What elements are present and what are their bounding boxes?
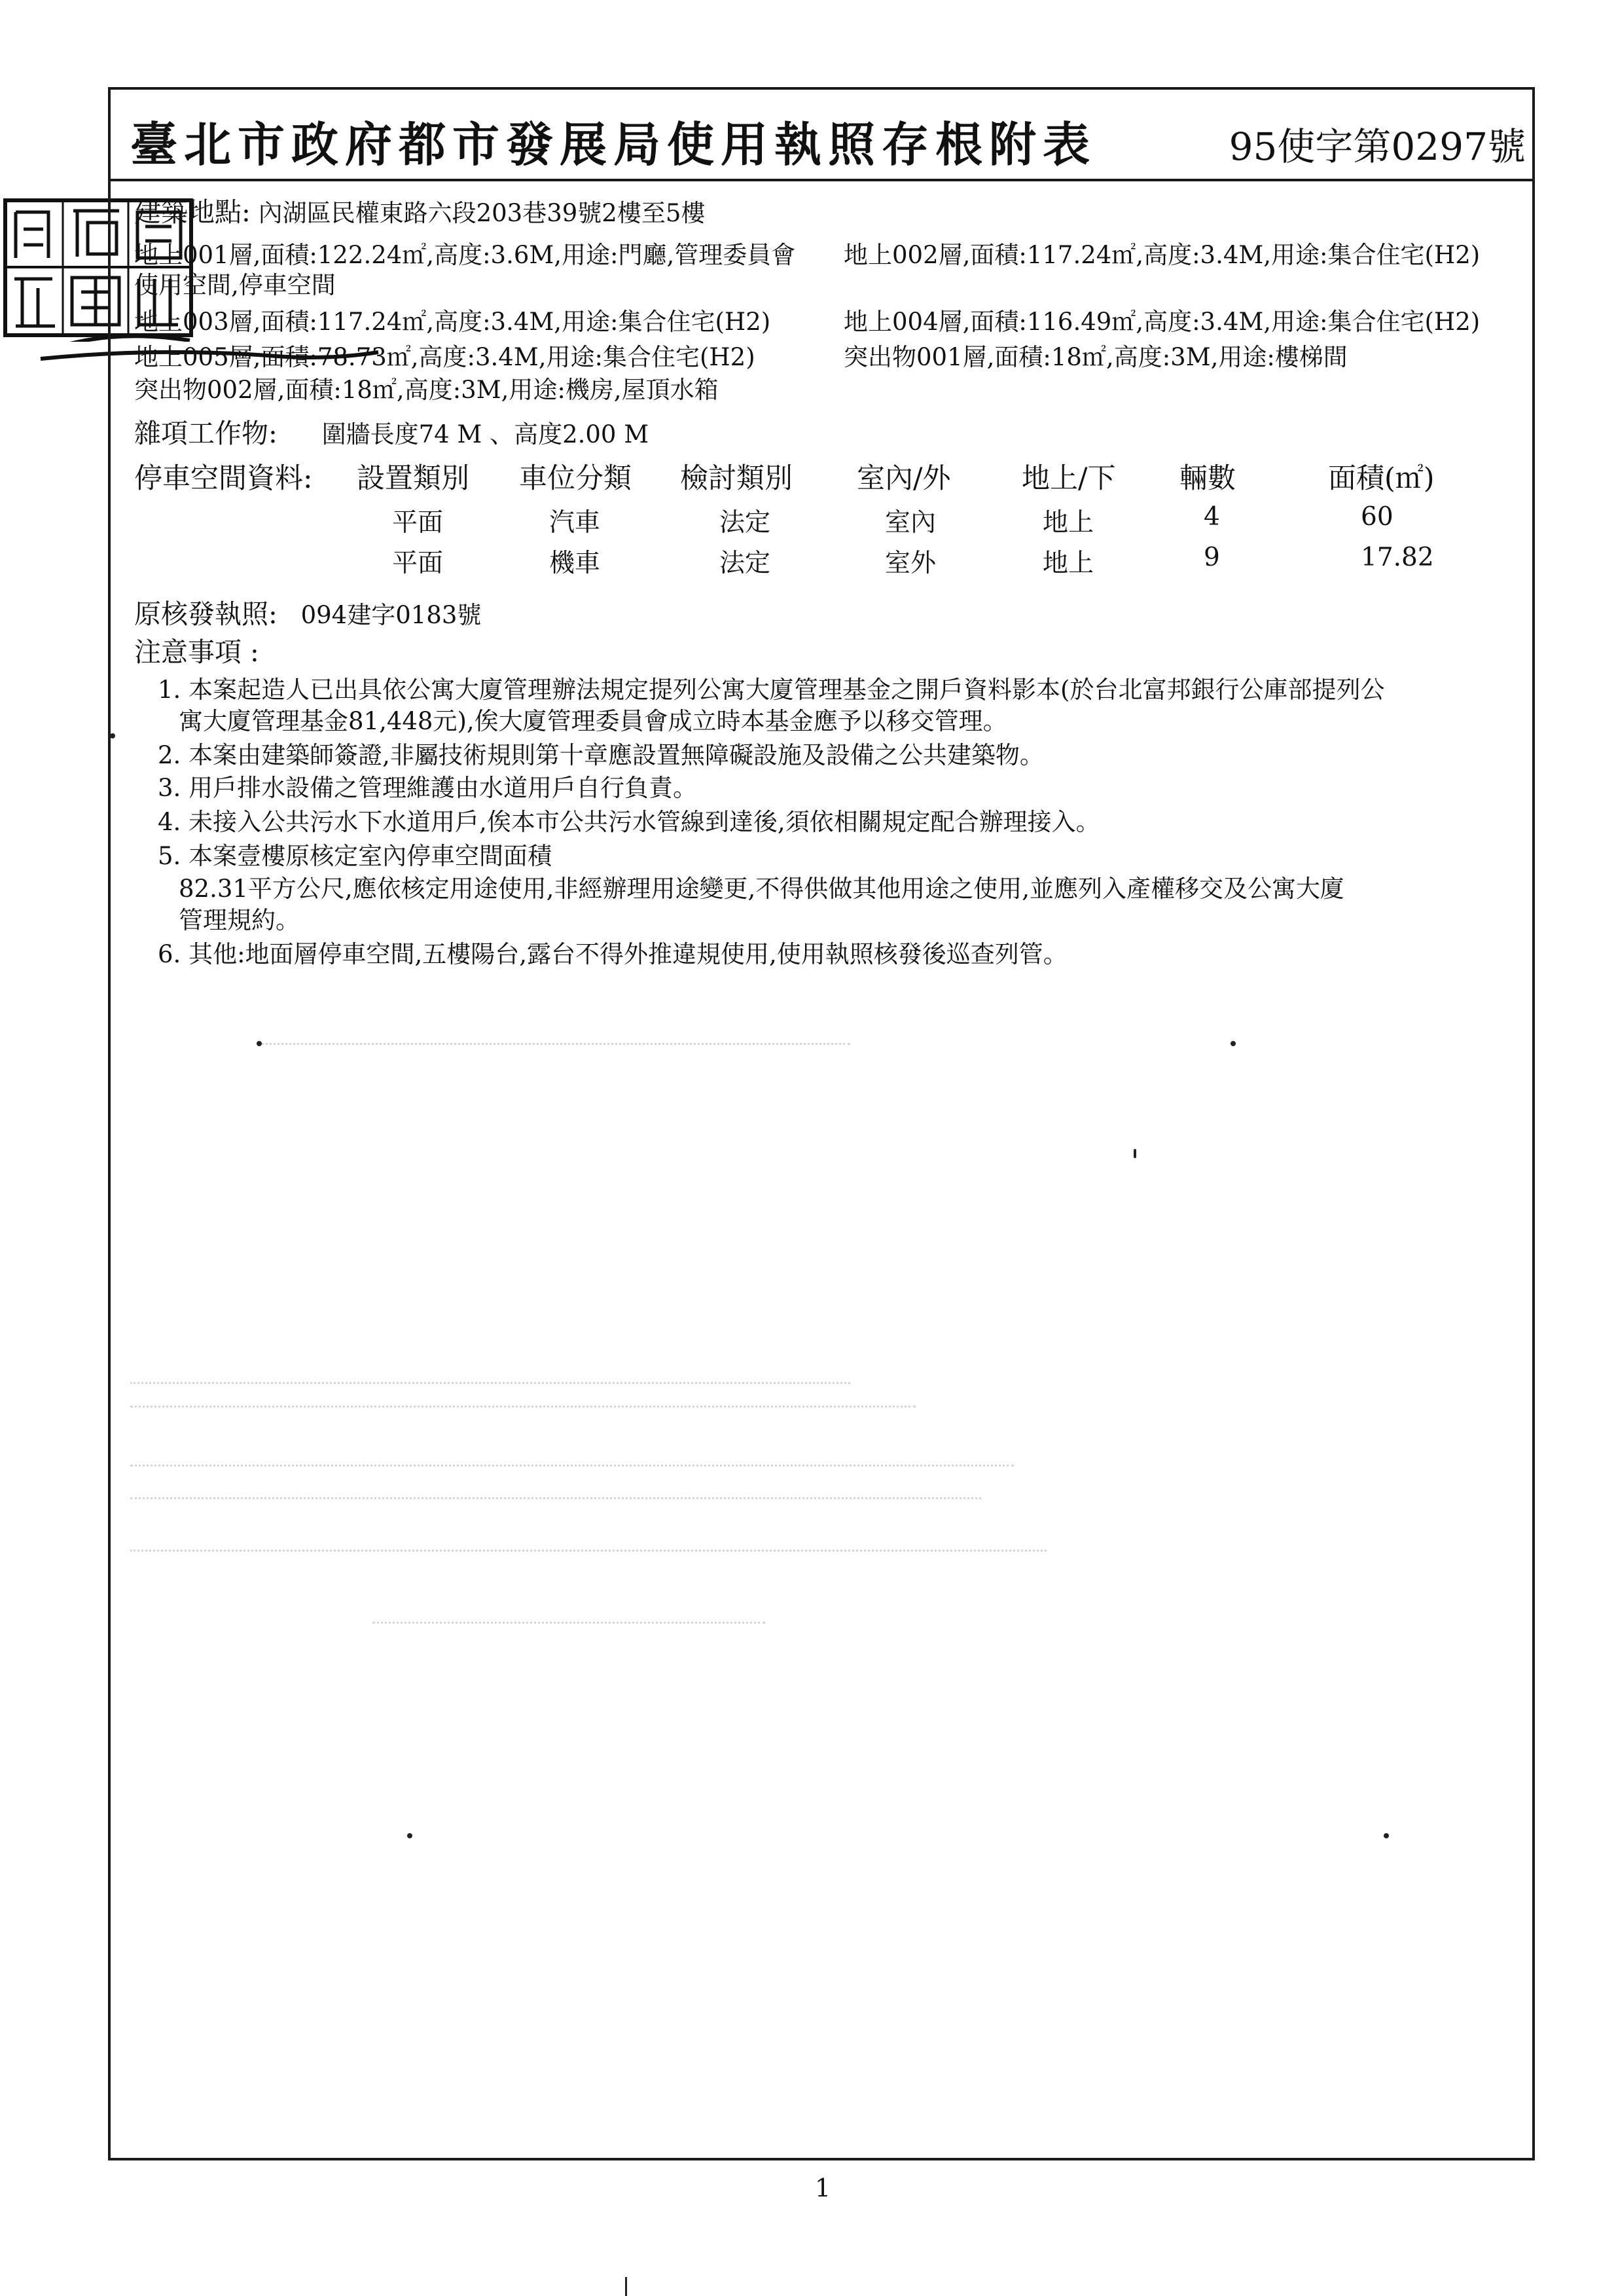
original-license-label: 原核發執照:: [134, 598, 278, 630]
misc-works-value: 圍牆長度74 M 、高度2.00 M: [321, 420, 649, 448]
scan-dot: [1384, 1833, 1389, 1838]
note-4: 4. 未接入公共污水下水道用戶,俟本市公共污水管線到達後,須依相關規定配合辦理接入。: [158, 808, 1100, 836]
projection-002: 突出物002層,面積:18㎡,高度:3M,用途:機房,屋頂水箱: [134, 376, 719, 404]
floor-001-line2: 使用空間,停車空間: [134, 271, 336, 299]
document-frame: [108, 87, 1535, 2160]
parking-header-cell: 車位分類: [519, 462, 632, 495]
parking-header-cell: 室內/外: [857, 462, 951, 495]
note-2: 2. 本案由建築師簽證,非屬技術規則第十章應設置無障礙設施及設備之公共建築物。: [158, 741, 1044, 769]
scan-noise: [130, 1382, 850, 1386]
misc-works-line: [134, 412, 649, 450]
scan-noise: [372, 1622, 765, 1626]
parking-cell: 室內: [885, 508, 937, 538]
scan-dot: [1231, 1041, 1236, 1046]
parking-header-cell: 設置類別: [357, 462, 469, 495]
parking-header-cell: 地上/下: [1022, 462, 1116, 495]
parking-header-cell: 輛數: [1179, 462, 1236, 495]
scan-dot: [257, 1041, 262, 1046]
scan-tick: [625, 2277, 627, 2296]
document-title: 臺北市政府都市發展局使用執照存根附表: [130, 117, 1097, 172]
parking-cell: 機車: [549, 549, 601, 578]
parking-cell: 平面: [392, 508, 444, 538]
floor-003: 地上003層,面積:117.24㎡,高度:3.4M,用途:集合住宅(H2): [134, 308, 771, 336]
note-3: 3. 用戶排水設備之管理維護由水道用戶自行負責。: [158, 774, 698, 802]
note-1-line1: 1. 本案起造人已出具依公寓大廈管理辦法規定提列公寓大廈管理基金之開戶資料影本(於台北富邦銀行公庫部提列公: [158, 676, 1385, 704]
floor-004: 地上004層,面積:116.49㎡,高度:3.4M,用途:集合住宅(H2): [844, 308, 1481, 336]
note-1-line2: 寓大廈管理基金81,448元),俟大廈管理委員會成立時本基金應予以移交管理。: [179, 707, 1007, 735]
note-5-line2: 82.31平方公尺,應依核定用途使用,非經辦理用途變更,不得供做其他用途之使用,並應列入產權移交及公寓大廈: [179, 875, 1344, 903]
parking-cell: 地上: [1043, 508, 1094, 538]
permit-number: 95使字第0297號: [1229, 124, 1526, 169]
parking-cell: 4: [1204, 502, 1220, 532]
title-row: [111, 90, 1532, 181]
scan-noise: [130, 1465, 1014, 1468]
note-5-line1: 5. 本案壹樓原核定室內停車空間面積: [158, 842, 552, 870]
parking-header-cell: 面積(㎡): [1328, 462, 1435, 495]
scan-dot: [1134, 1149, 1136, 1158]
misc-works-label: 雜項工作物:: [134, 418, 278, 449]
parking-label: 停車空間資料:: [134, 462, 313, 495]
projection-001: 突出物001層,面積:18㎡,高度:3M,用途:樓梯間: [844, 343, 1348, 371]
original-license-line: [134, 592, 481, 631]
scan-noise: [261, 1043, 850, 1047]
page-number: 1: [815, 2174, 831, 2202]
notes-heading: 注意事項 :: [134, 636, 259, 668]
scan-dot: [407, 1833, 412, 1838]
floor-001-line1: 地上001層,面積:122.24㎡,高度:3.6M,用途:門廳,管理委員會: [134, 241, 796, 269]
scan-noise: [130, 1550, 1047, 1554]
site-line: [134, 191, 705, 229]
floor-005: 地上005層,面積:78.73㎡,高度:3.4M,用途:集合住宅(H2): [134, 343, 755, 371]
scan-noise: [130, 1406, 916, 1410]
parking-cell: 9: [1204, 543, 1220, 572]
parking-header-cell: 檢討類別: [680, 462, 793, 495]
note-5-line3: 管理規約。: [179, 906, 300, 934]
floor-002: 地上002層,面積:117.24㎡,高度:3.4M,用途:集合住宅(H2): [844, 241, 1481, 269]
note-6: 6. 其他:地面層停車空間,五樓陽台,露台不得外推違規使用,使用執照核發後巡查列管。: [158, 940, 1068, 968]
scan-noise: [130, 1497, 981, 1501]
parking-cell: 法定: [719, 549, 771, 578]
original-license-value: 094建字0183號: [300, 601, 482, 629]
parking-cell: 汽車: [549, 508, 601, 538]
site-label: 建築地點:: [134, 196, 251, 228]
parking-cell: 平面: [392, 549, 444, 578]
parking-cell: 60: [1361, 502, 1393, 532]
parking-cell: 地上: [1043, 549, 1094, 578]
parking-cell: 法定: [719, 508, 771, 538]
parking-cell: 17.82: [1361, 543, 1434, 572]
site-address: 內湖區民權東路六段203巷39號2樓至5樓: [258, 199, 706, 227]
parking-cell: 室外: [885, 549, 937, 578]
scan-dot: [110, 733, 115, 738]
